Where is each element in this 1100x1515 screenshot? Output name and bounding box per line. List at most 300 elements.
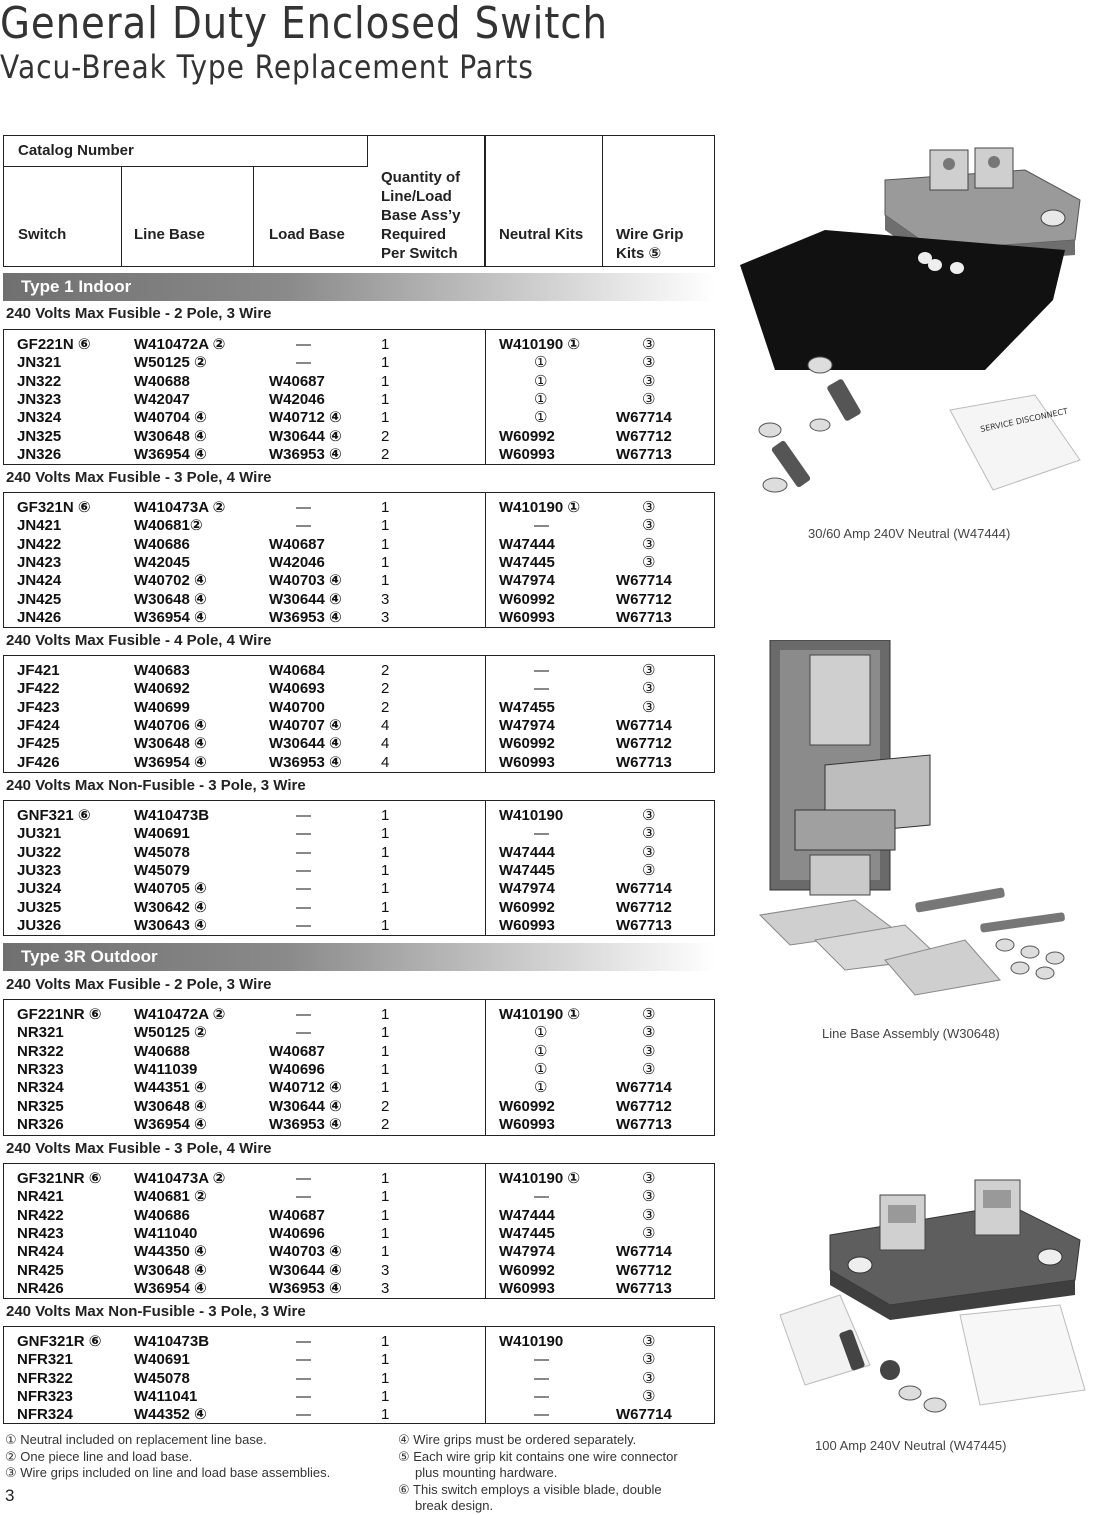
caption-photo-2: Line Base Assembly (W30648) — [822, 1026, 1000, 1041]
load-base-cell: W36953 ④ — [269, 753, 342, 771]
switch-cell: NR322 — [17, 1042, 64, 1060]
load-base-cell: W30644 ④ — [269, 427, 342, 445]
load-base-cell: W42046 — [269, 390, 325, 408]
page-subtitle: Vacu-Break Type Replacement Parts — [0, 48, 534, 86]
quantity-cell: 1 — [381, 354, 390, 372]
table-row — [4, 353, 714, 372]
section-title: 240 Volts Max Fusible - 4 Pole, 4 Wire — [6, 632, 272, 649]
neutral-kit-cell: ① — [534, 390, 548, 408]
table-row — [4, 1242, 714, 1261]
load-base-cell: W40684 — [269, 662, 325, 679]
parts-group — [3, 655, 715, 773]
neutral-kit-cell: W47974 — [499, 716, 555, 734]
wire-grip-cell: ③ — [642, 1369, 656, 1387]
wire-grip-cell: W67714 — [616, 1243, 672, 1261]
table-row — [4, 843, 714, 862]
switch-cell: JF424 — [17, 716, 60, 734]
switch-cell: JN424 — [17, 572, 62, 590]
switch-cell: JF423 — [17, 698, 60, 716]
col-line-base: Line Base — [134, 226, 205, 243]
line-base-cell: W30642 ④ — [134, 898, 207, 916]
footnotes-left — [5, 1432, 330, 1482]
neutral-kit-cell: — — [534, 680, 549, 698]
wire-grip-cell: ③ — [642, 1351, 656, 1369]
switch-cell: NR323 — [17, 1060, 64, 1078]
load-base-cell: — — [296, 1351, 311, 1369]
load-base-cell: W36953 ④ — [269, 608, 342, 626]
neutral-kit-cell: ① — [534, 1079, 548, 1097]
switch-cell: JU321 — [17, 825, 62, 843]
neutral-kit-cell: — — [534, 517, 549, 535]
table-row — [4, 1350, 714, 1369]
neutral-kit-cell: W47455 — [499, 698, 555, 716]
switch-cell: JN425 — [17, 590, 62, 608]
table-row — [4, 1405, 714, 1424]
footnotes-right: ④ Wire grips must be ordered separately. ⑤ Each wire grip kit contains one wire connector plus mounting hardware. ⑥ This switch employs a visible blade, double break design. — [398, 1432, 678, 1513]
load-base-cell: W42046 — [269, 553, 325, 571]
load-base-cell: — — [296, 1333, 311, 1350]
col-neutral-kits: Neutral Kits — [499, 226, 584, 243]
switch-cell: NR421 — [17, 1188, 64, 1206]
load-base-cell: W40703 ④ — [269, 572, 342, 590]
wire-grip-cell: ③ — [642, 662, 656, 679]
footnote-1: ① Neutral included on replacement line base. — [5, 1432, 267, 1447]
section-title: 240 Volts Max Fusible - 2 Pole, 3 Wire — [6, 305, 272, 322]
neutral-kit-cell: W410190 — [499, 807, 564, 824]
load-base-cell: W40703 ④ — [269, 1243, 342, 1261]
load-base-cell: — — [296, 807, 311, 824]
switch-cell: GF321N ⑥ — [17, 499, 91, 516]
quantity-cell: 1 — [381, 572, 390, 590]
table-row — [4, 1042, 714, 1061]
quantity-cell: 1 — [381, 535, 390, 553]
quantity-cell: 1 — [381, 1369, 390, 1387]
wire-grip-cell: ③ — [642, 807, 656, 824]
wire-grip-cell: W67713 — [616, 1279, 672, 1297]
parts-group — [3, 329, 715, 465]
line-base-cell: W30648 ④ — [134, 1261, 207, 1279]
quantity-cell: 2 — [381, 445, 390, 463]
neutral-kit-cell: W47974 — [499, 1243, 555, 1261]
line-base-cell: W36954 ④ — [134, 753, 207, 771]
neutral-kit-cell: W60992 — [499, 1097, 555, 1115]
wire-grip-cell: ③ — [642, 1224, 656, 1242]
switch-cell: JN321 — [17, 354, 62, 372]
table-row — [4, 1369, 714, 1388]
neutral-kit-cell: — — [534, 662, 549, 679]
line-base-cell: W40699 — [134, 698, 190, 716]
load-base-cell: W40687 — [269, 1042, 325, 1060]
table-row — [4, 661, 714, 680]
wire-grip-cell: W67714 — [616, 1406, 672, 1424]
table-row — [4, 1060, 714, 1079]
switch-cell: NFR322 — [17, 1369, 73, 1387]
switch-cell: NFR324 — [17, 1406, 73, 1424]
switch-cell: JN322 — [17, 372, 62, 390]
switch-cell: JU322 — [17, 843, 62, 861]
neutral-kit-cell: — — [534, 1387, 549, 1405]
neutral-kit-cell: — — [534, 1369, 549, 1387]
neutral-kit-cell: W60992 — [499, 427, 555, 445]
table-row — [4, 1279, 714, 1298]
quantity-cell: 1 — [381, 1024, 390, 1042]
line-base-cell: W410472A ② — [134, 1006, 226, 1023]
wire-grip-cell: W67712 — [616, 1097, 672, 1115]
line-base-cell: W44351 ④ — [134, 1079, 207, 1097]
wire-grip-cell: W67713 — [616, 916, 672, 934]
table-row — [4, 824, 714, 843]
table-row — [4, 1023, 714, 1042]
quantity-cell: 1 — [381, 1170, 390, 1187]
neutral-kit-w47445-photo — [760, 1165, 1100, 1425]
parts-group — [3, 1163, 715, 1299]
quantity-cell: 3 — [381, 608, 390, 626]
line-base-cell: W30648 ④ — [134, 1097, 207, 1115]
line-base-cell: W40683 — [134, 662, 190, 679]
line-base-cell: W411040 — [134, 1224, 198, 1242]
wire-grip-cell: ③ — [642, 1170, 656, 1187]
load-base-cell: — — [296, 880, 311, 898]
neutral-kit-cell: W47445 — [499, 861, 555, 879]
line-base-cell: W40688 — [134, 372, 190, 390]
load-base-cell: W40687 — [269, 1206, 325, 1224]
wire-grip-cell: W67713 — [616, 608, 672, 626]
load-base-cell: — — [296, 1188, 311, 1206]
quantity-cell: 1 — [381, 1079, 390, 1097]
wire-grip-cell: ③ — [642, 843, 656, 861]
table-row — [4, 1332, 714, 1351]
load-base-cell: — — [296, 1387, 311, 1405]
load-base-cell: W36953 ④ — [269, 1115, 342, 1133]
load-base-cell: — — [296, 1006, 311, 1023]
line-base-cell: W36954 ④ — [134, 445, 207, 463]
switch-cell: JN426 — [17, 608, 62, 626]
line-base-cell: W40688 — [134, 1042, 190, 1060]
table-row — [4, 335, 714, 354]
switch-cell: JF422 — [17, 680, 60, 698]
line-base-cell: W45078 — [134, 843, 190, 861]
line-base-cell: W40681② — [134, 517, 203, 535]
load-base-cell: — — [296, 916, 311, 934]
neutral-kit-cell: W60992 — [499, 590, 555, 608]
table-row — [4, 1224, 714, 1243]
switch-cell: NR326 — [17, 1115, 64, 1133]
neutral-kit-cell: ① — [534, 372, 548, 390]
switch-cell: JN421 — [17, 517, 62, 535]
table-row — [4, 1206, 714, 1225]
line-base-cell: W36954 ④ — [134, 1115, 207, 1133]
line-base-cell: W410472A ② — [134, 336, 226, 353]
load-base-cell: W36953 ④ — [269, 445, 342, 463]
quantity-cell: 4 — [381, 735, 390, 753]
switch-cell: JU323 — [17, 861, 62, 879]
col-quantity: Quantity of Line/Load Base Ass’y Required Per Switch — [381, 169, 461, 262]
line-base-cell: W40692 — [134, 680, 190, 698]
load-base-cell: — — [296, 1024, 311, 1042]
load-base-cell: — — [296, 499, 311, 516]
switch-cell: JN323 — [17, 390, 62, 408]
neutral-kit-cell: W60993 — [499, 916, 555, 934]
wire-grip-cell: ③ — [642, 680, 656, 698]
wire-grip-cell: W67713 — [616, 445, 672, 463]
quantity-cell: 1 — [381, 1387, 390, 1405]
wire-grip-cell: W67714 — [616, 572, 672, 590]
switch-cell: JU325 — [17, 898, 62, 916]
wire-grip-cell: W67712 — [616, 735, 672, 753]
line-base-cell: W50125 ② — [134, 354, 207, 372]
table-row — [4, 806, 714, 825]
quantity-cell: 2 — [381, 698, 390, 716]
wire-grip-cell: ③ — [642, 1333, 656, 1350]
wire-grip-cell: W67712 — [616, 898, 672, 916]
col-load-base: Load Base — [269, 226, 345, 243]
wire-grip-cell: W67714 — [616, 716, 672, 734]
table-row — [4, 1005, 714, 1024]
neutral-kit-cell: W47444 — [499, 535, 555, 553]
section-title: 240 Volts Max Fusible - 3 Pole, 4 Wire — [6, 1140, 272, 1157]
table-row — [4, 1187, 714, 1206]
wire-grip-cell: W67714 — [616, 1079, 672, 1097]
table-row — [4, 698, 714, 717]
table-row — [4, 879, 714, 898]
quantity-cell: 1 — [381, 880, 390, 898]
switch-cell: GF321NR ⑥ — [17, 1170, 102, 1187]
table-row — [4, 516, 714, 535]
line-base-cell: W42045 — [134, 553, 190, 571]
switch-cell: GF221N ⑥ — [17, 336, 91, 353]
card-label: SERVICE DISCONNECT — [979, 406, 1069, 434]
wire-grip-cell: ③ — [642, 861, 656, 879]
table-row — [4, 408, 714, 427]
load-base-cell: — — [296, 825, 311, 843]
quantity-cell: 1 — [381, 825, 390, 843]
table-row — [4, 1261, 714, 1280]
footnote-6: ⑥ This switch employs a visible blade, double — [398, 1481, 662, 1497]
footnote-2: ② One piece line and load base. — [5, 1448, 193, 1464]
quantity-cell: 1 — [381, 898, 390, 916]
switch-cell: JF426 — [17, 753, 60, 771]
wire-grip-cell: ③ — [642, 1188, 656, 1206]
table-row — [4, 1115, 714, 1134]
section-title: 240 Volts Max Fusible - 3 Pole, 4 Wire — [6, 469, 272, 486]
neutral-kit-cell: W410190 ① — [499, 1006, 581, 1023]
line-base-cell: W30648 ④ — [134, 590, 207, 608]
line-base-cell: W30648 ④ — [134, 427, 207, 445]
footnote-4: ④ Wire grips must be ordered separately. — [398, 1432, 637, 1447]
wire-grip-cell: ③ — [642, 535, 656, 553]
line-base-cell: W40686 — [134, 535, 190, 553]
switch-cell: JF425 — [17, 735, 60, 753]
wire-grip-cell: ③ — [642, 1060, 656, 1078]
switch-cell: NR423 — [17, 1224, 64, 1242]
quantity-cell: 3 — [381, 1261, 390, 1279]
load-base-cell: — — [296, 861, 311, 879]
load-base-cell: — — [296, 1369, 311, 1387]
table-row — [4, 571, 714, 590]
load-base-cell: W40707 ④ — [269, 716, 342, 734]
neutral-kit-cell: W410190 ① — [499, 336, 581, 353]
table-row — [4, 679, 714, 698]
line-base-cell: W410473A ② — [134, 499, 226, 516]
line-base-cell: W50125 ② — [134, 1024, 207, 1042]
wire-grip-cell: W67713 — [616, 753, 672, 771]
table-row — [4, 445, 714, 464]
switch-cell: NR324 — [17, 1079, 64, 1097]
quantity-cell: 1 — [381, 1060, 390, 1078]
quantity-cell: 1 — [381, 1224, 390, 1242]
line-base-cell: W40691 — [134, 825, 190, 843]
table-row — [4, 916, 714, 935]
table-row — [4, 734, 714, 753]
neutral-kit-cell: W47445 — [499, 553, 555, 571]
load-base-cell: — — [296, 1170, 311, 1187]
quantity-cell: 1 — [381, 807, 390, 824]
quantity-cell: 4 — [381, 753, 390, 771]
load-base-cell: W36953 ④ — [269, 1279, 342, 1297]
load-base-cell: — — [296, 843, 311, 861]
line-base-cell: W30648 ④ — [134, 735, 207, 753]
line-base-cell: W45078 — [134, 1369, 190, 1387]
switch-cell: NR321 — [17, 1024, 64, 1042]
neutral-kit-cell: W60993 — [499, 445, 555, 463]
wire-grip-cell: ③ — [642, 825, 656, 843]
quantity-cell: 1 — [381, 1206, 390, 1224]
quantity-cell: 1 — [381, 390, 390, 408]
neutral-kit-cell: W47444 — [499, 843, 555, 861]
neutral-kit-cell: ① — [534, 354, 548, 372]
switch-cell: NR424 — [17, 1243, 64, 1261]
neutral-kit-cell: ① — [534, 409, 548, 427]
neutral-kit-cell: W60993 — [499, 608, 555, 626]
switch-cell: NR426 — [17, 1279, 64, 1297]
switch-cell: NR425 — [17, 1261, 64, 1279]
load-base-cell: W40700 — [269, 698, 325, 716]
line-base-cell: W40681 ② — [134, 1188, 207, 1206]
load-base-cell: W40712 ④ — [269, 1079, 342, 1097]
switch-cell: JF421 — [17, 662, 60, 679]
footnote-5: ⑤ Each wire grip kit contains one wire connector — [398, 1448, 678, 1464]
quantity-cell: 1 — [381, 1333, 390, 1350]
line-base-cell: W411039 — [134, 1060, 198, 1078]
line-base-cell: W40702 ④ — [134, 572, 207, 590]
wire-grip-cell: ③ — [642, 499, 656, 516]
line-base-cell: W44350 ④ — [134, 1243, 207, 1261]
line-base-cell: W40704 ④ — [134, 409, 207, 427]
table-row — [4, 608, 714, 627]
line-base-cell: W40691 — [134, 1351, 190, 1369]
switch-cell: GF221NR ⑥ — [17, 1006, 102, 1023]
table-row — [4, 590, 714, 609]
wire-grip-cell: ③ — [642, 1006, 656, 1023]
load-base-cell: W30644 ④ — [269, 735, 342, 753]
neutral-kit-cell: — — [534, 1406, 549, 1424]
line-base-cell: W36954 ④ — [134, 608, 207, 626]
section-title: 240 Volts Max Fusible - 2 Pole, 3 Wire — [6, 976, 272, 993]
switch-cell: JN423 — [17, 553, 62, 571]
wire-grip-cell: ③ — [642, 517, 656, 535]
parts-group — [3, 800, 715, 936]
table-row — [4, 1078, 714, 1097]
neutral-kit-cell: W60992 — [499, 735, 555, 753]
table-header — [3, 135, 715, 267]
switch-cell: JN422 — [17, 535, 62, 553]
quantity-cell: 1 — [381, 409, 390, 427]
line-base-cell: W30643 ④ — [134, 916, 207, 934]
col-switch: Switch — [18, 226, 67, 243]
table-row — [4, 390, 714, 409]
switch-cell: NFR323 — [17, 1387, 73, 1405]
table-row — [4, 716, 714, 735]
table-row — [4, 535, 714, 554]
load-base-cell: — — [296, 336, 311, 353]
quantity-cell: 1 — [381, 372, 390, 390]
line-base-cell: W410473B — [134, 1333, 210, 1350]
load-base-cell: W40693 — [269, 680, 325, 698]
quantity-cell: 2 — [381, 1097, 390, 1115]
quantity-cell: 1 — [381, 499, 390, 516]
quantity-cell: 1 — [381, 861, 390, 879]
load-base-cell: — — [296, 354, 311, 372]
parts-group — [3, 492, 715, 628]
wire-grip-cell: W67712 — [616, 590, 672, 608]
page-title: General Duty Enclosed Switch — [0, 0, 608, 49]
neutral-kit-cell: — — [534, 825, 549, 843]
load-base-cell: W30644 ④ — [269, 1097, 342, 1115]
wire-grip-cell: ③ — [642, 1042, 656, 1060]
neutral-kit-cell: W410190 ① — [499, 499, 581, 516]
quantity-cell: 2 — [381, 680, 390, 698]
switch-cell: JU324 — [17, 880, 62, 898]
switch-cell: JU326 — [17, 916, 62, 934]
neutral-kit-cell: — — [534, 1351, 549, 1369]
quantity-cell: 1 — [381, 1006, 390, 1023]
quantity-cell: 1 — [381, 1243, 390, 1261]
line-base-cell: W410473A ② — [134, 1170, 226, 1187]
neutral-kit-cell: — — [534, 1188, 549, 1206]
switch-cell: NR325 — [17, 1097, 64, 1115]
neutral-kit-cell: W47974 — [499, 880, 555, 898]
line-base-cell: W45079 — [134, 861, 190, 879]
page-number: 3 — [5, 1486, 15, 1505]
load-base-cell: — — [296, 517, 311, 535]
quantity-cell: 1 — [381, 916, 390, 934]
neutral-kit-cell: W47444 — [499, 1206, 555, 1224]
wire-grip-cell: W67714 — [616, 880, 672, 898]
caption-photo-1: 30/60 Amp 240V Neutral (W47444) — [808, 526, 1011, 541]
section-title: 240 Volts Max Non-Fusible - 3 Pole, 3 Wire — [6, 1303, 306, 1320]
quantity-cell: 1 — [381, 1188, 390, 1206]
quantity-cell: 1 — [381, 1406, 390, 1424]
load-base-cell: W40712 ④ — [269, 409, 342, 427]
catalog-number-label: Catalog Number — [18, 142, 134, 159]
switch-cell: JN325 — [17, 427, 62, 445]
neutral-kit-cell: W60992 — [499, 1261, 555, 1279]
table-row — [4, 861, 714, 880]
line-base-cell: W42047 — [134, 390, 190, 408]
quantity-cell: 1 — [381, 1351, 390, 1369]
wire-grip-cell: ③ — [642, 1206, 656, 1224]
quantity-cell: 1 — [381, 553, 390, 571]
switch-cell: JN326 — [17, 445, 62, 463]
table-row — [4, 1387, 714, 1406]
parts-group — [3, 1326, 715, 1424]
load-base-cell: — — [296, 898, 311, 916]
neutral-kit-cell: W60992 — [499, 898, 555, 916]
neutral-kit-cell: W60993 — [499, 1115, 555, 1133]
quantity-cell: 1 — [381, 1042, 390, 1060]
load-base-cell: — — [296, 1406, 311, 1424]
neutral-kit-cell: W60993 — [499, 753, 555, 771]
